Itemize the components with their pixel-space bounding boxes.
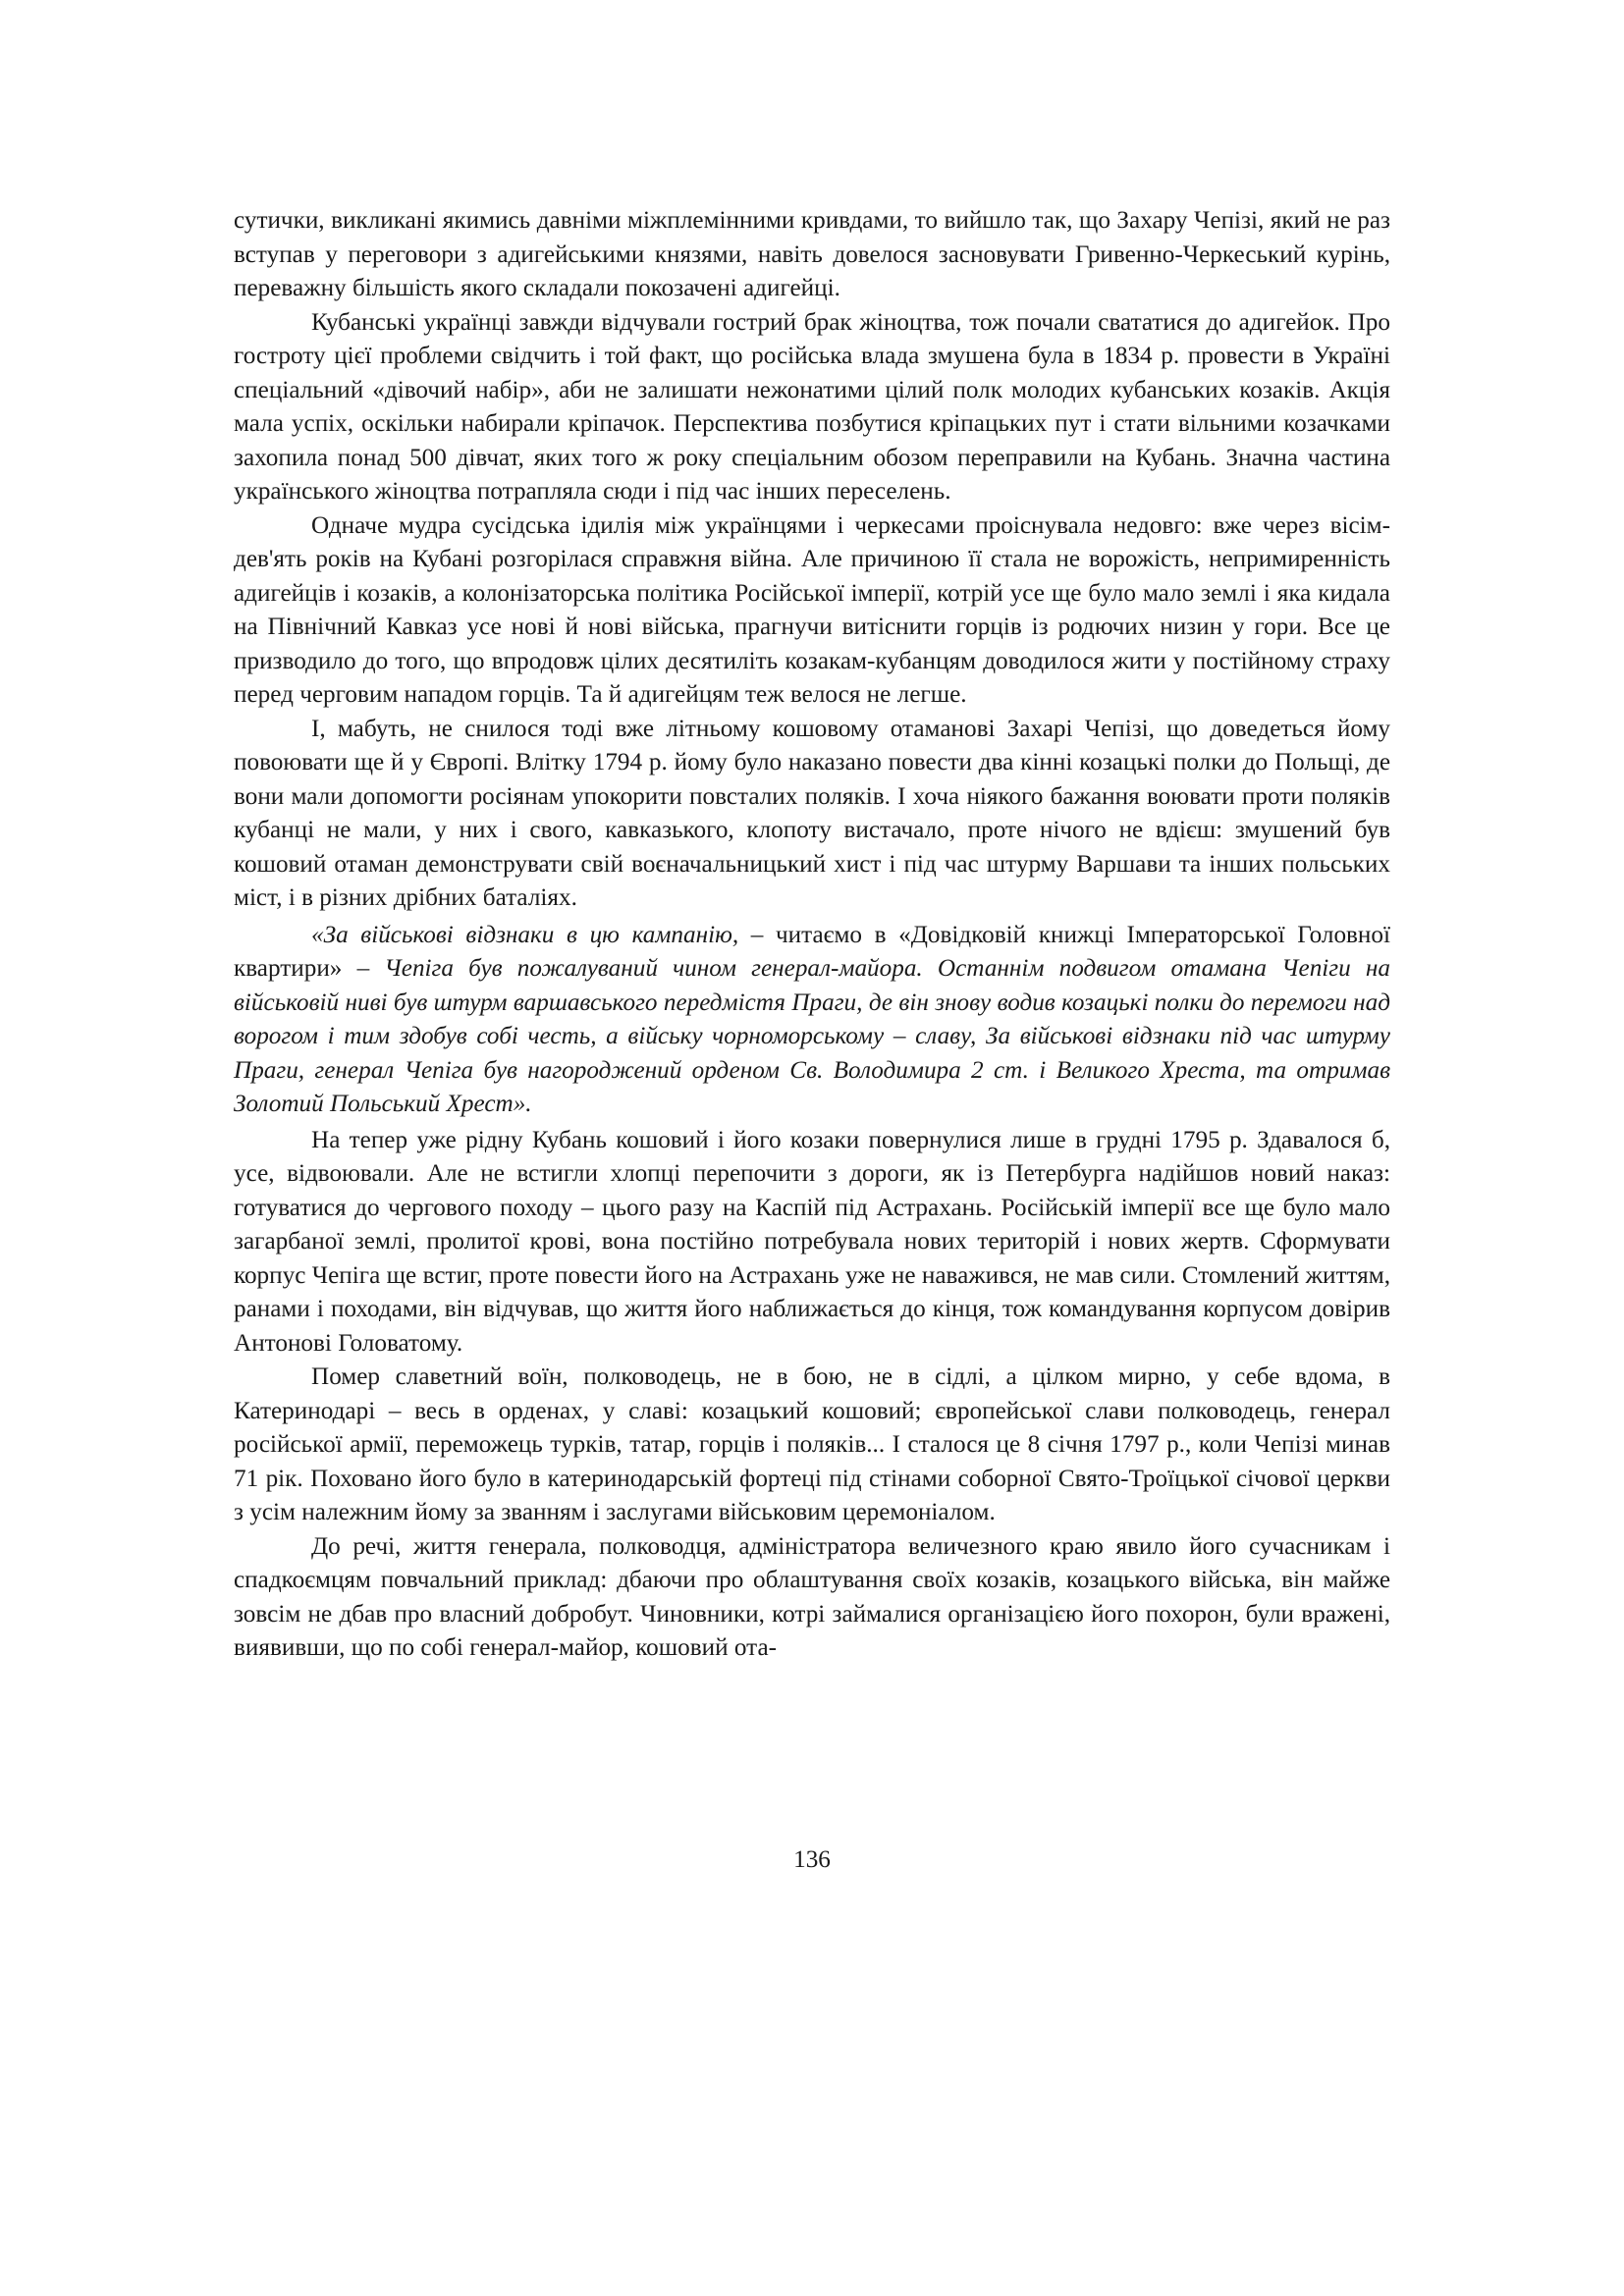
page-body <box>234 204 1390 1666</box>
paragraph-7: До речі, життя генерала, полководця, адміністратора величезного краю явило його сучасникам і спадкоємцям повчальний приклад: дбаючи про облаштування своїх козаків, козацького війська, він майже зовсім не дбав про власний добробут. Чиновники, котрі займалися організацією його похорон, були вражені, виявивши, що по собі генерал-майор, кошовий ота- <box>234 1532 1390 1661</box>
paragraph-1: сутички, викликані якимись давніми міжплемінними кривдами, то вийшло так, що Захару Чепізі, який не раз вступав у переговори з адигейськими князями, навіть довелося засновувати Гривенно-Черкеський курінь, переважну більшість якого складали покозачені адигейці. <box>234 207 1390 301</box>
paragraph-3: Одначе мудра сусідська ідилія між українцями і черкесами проіснувала недовго: вже через вісім-дев'ять років на Кубані розгорілася справжня війна. Але причиною її стала не ворожість, непримиренність адигейців і козаків, а колонізаторська політика Російської імперії, котрій усе ще було мало землі і яка кидала на Північний Кавказ усе нові й нові війська, прагнучи витіснити горців із родючих низин у гори. Все це призводило до того, що впродовж цілих десятиліть козакам-кубанцям доводилося жити у постійному страху перед черговим нападом горців. Та й адигейцям теж велося не легше. <box>234 511 1390 708</box>
paragraph-5: На тепер уже рідну Кубань кошовий і його козаки повернулися лише в грудні 1795 р. Здавалося б, усе, відвоювали. Але не встигли хлопці перепочити з дороги, як із Петербурга надійшов новий наказ: готуватися до чергового походу – цього разу на Каспій під Астрахань. Російській імперії все ще було мало загарбаної землі, пролитої крові, вона постійно потребувала нових територій і нових жертв. Сформувати корпус Чепіга ще встиг, проте повести його на Астрахань уже не наважився, не мав сили. Стомлений життям, ранами і походами, він відчував, що життя його наближається до кінця, тож командування корпусом довірив Антонові Головатому. <box>234 1126 1390 1357</box>
quote-part-2: – читаємо в «Довідковій книжці Імператорської Головної квартири» – <box>234 921 1391 982</box>
paragraph-4: І, мабуть, не снилося тоді вже літньому кошовому отаманові Захарі Чепізі, що доведеться йому повоювати ще й у Європі. Влітку 1794 р. йому було наказано повести два кінні козацькі полки до Польщі, де вони мали допомогти росіянам упокорити повсталих поляків. І хоча ніякого бажання воювати проти поляків кубанці не мали, у них і свого, кавказького, клопоту вистачало, проте нічого не вдієш: змушений був кошовий отаман демонструвати свій воєначальницький хист і під час штурму Варшави та інших польських міст, і в різних дрібних баталіях. <box>234 715 1390 911</box>
quote-part-3: Чепіга був пожалуваний чином генерал-майора. Останнім подвигом отамана Чепіги на військовій ниві був штурм варшавського передмістя Праги, де він знову водив козацькі полки до перемоги над ворогом і тим здобув собі честь, а війську чорноморському – славу, За військові відзнаки під час штурму Праги, генерал Чепіга був нагороджений орденом Св. Володимира 2 ст. і Великого Хреста, та отримав Золотий Польський Хрест». <box>234 955 1390 1117</box>
quote-part-1: «За військові відзнаки в цю кампанію, <box>311 921 739 948</box>
paragraph-2: Кубанські українці завжди відчували гострий брак жіноцтва, тож почали свататися до адигейок. Про гостроту цієї проблеми свідчить і той факт, що російська влада змушена була в 1834 р. провести в Україні спеціальний «дівочий набір», аби не залишати нежонатими цілий полк молодих кубанських козаків. Акція мала успіх, оскільки набирали кріпачок. Перспектива позбутися кріпацьких пут і стати вільними козачками захопила понад 500 дівчат, яких того ж року спеціальним обозом переправили на Кубань. Значна частина українського жіноцтва потрапляла сюди і під час інших переселень. <box>234 308 1390 505</box>
page-number: 136 <box>793 1846 831 1873</box>
quote-paragraph <box>234 919 1390 1122</box>
paragraph-6: Помер славетний воїн, полководець, не в бою, не в сідлі, а цілком мирно, у себе вдома, в Катеринодарі – весь в орденах, у славі: козацький кошовий; європейської слави полководець, генерал російської армії, переможець турків, татар, горців і поляків... І сталося це 8 січня 1797 р., коли Чепізі минав 71 рік. Поховано його було в катеринодарській фортеці під стінами соборної Свято-Троїцької січової церкви з усім належним йому за званням і заслугами військовим церемоніалом. <box>234 1363 1390 1525</box>
